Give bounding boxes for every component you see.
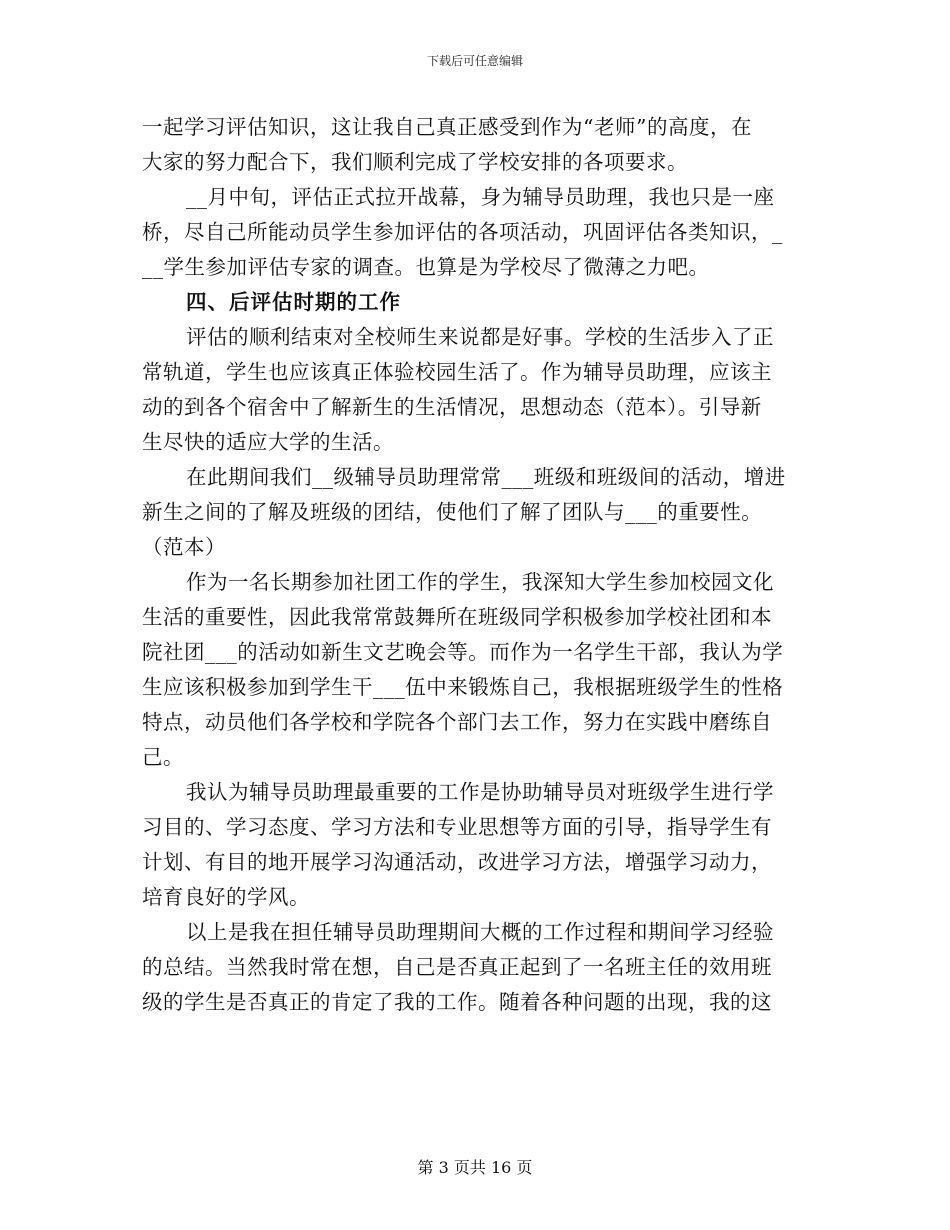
section-heading: 四、后评估时期的工作: [186, 290, 401, 314]
page-header: 下载后可任意编辑: [426, 54, 523, 68]
document-body: [142, 110, 808, 1020]
paragraph-line: 培育良好的学风。: [142, 885, 310, 909]
paragraph-line: 己。: [142, 745, 184, 769]
paragraph-line: 大家的努力配合下，我们顺利完成了学校安排的各项要求。: [142, 150, 688, 174]
paragraph-line: 桥，尽自己所能动员学生参加评估的各项活动，巩固评估各类知识，_: [142, 220, 783, 244]
paragraph-line: 生应该积极参加到学生干___伍中来锻炼自己，我根据班级学生的性格: [142, 675, 784, 699]
paragraph-line: 一起学习评估知识，这让我自己真正感受到作为“老师”的高度，在: [142, 115, 752, 139]
paragraph-line: 的总结。当然我时常在想，自己是否真正起到了一名班主任的效用班: [142, 955, 772, 979]
paragraph-line: 生尽快的适应大学的生活。: [142, 430, 394, 454]
paragraph-line: 院社团___的活动如新生文艺晚会等。而作为一名学生干部，我认为学: [142, 640, 784, 664]
paragraph-line: 新生之间的了解及班级的团结，使他们了解了团队与___的重要性。: [142, 500, 763, 524]
paragraph-line: 级的学生是否真正的肯定了我的工作。随着各种问题的出现，我的这: [142, 990, 772, 1014]
paragraph-line: 计划、有目的地开展学习沟通活动，改进学习方法，增强学习动力，: [142, 850, 772, 874]
paragraph-line: 评估的顺利结束对全校师生来说都是好事。学校的生活步入了正: [186, 325, 774, 349]
paragraph-line: 以上是我在担任辅导员助理期间大概的工作过程和期间学习经验: [186, 920, 774, 944]
paragraph-line: 特点，动员他们各学校和学院各个部门去工作，努力在实践中磨练自: [142, 710, 772, 734]
paragraph-line: （范本）: [142, 535, 226, 559]
paragraph-line: 动的到各个宿舍中了解新生的生活情况，思想动态（范本）。引导新: [142, 395, 762, 419]
paragraph-line: 习目的、学习态度、学习方法和专业思想等方面的引导，指导学生有: [142, 815, 772, 839]
paragraph-line: 在此期间我们__级辅导员助理常常___班级和班级间的活动，增进: [186, 465, 786, 489]
paragraph-line: 我认为辅导员助理最重要的工作是协助辅导员对班级学生进行学: [186, 780, 774, 804]
paragraph-line: 常轨道，学生也应该真正体验校园生活了。作为辅导员助理，应该主: [142, 360, 772, 384]
paragraph-line: 作为一名长期参加社团工作的学生，我深知大学生参加校园文化: [186, 570, 774, 594]
paragraph-line: __月中旬，评估正式拉开战幕，身为辅导员助理，我也只是一座: [186, 185, 775, 209]
page-footer: 第 3 页共 16 页: [417, 1158, 533, 1177]
paragraph-line: __学生参加评估专家的调查。也算是为学校尽了微薄之力吧。: [142, 255, 710, 279]
paragraph-line: 生活的重要性，因此我常常鼓舞所在班级同学积极参加学校社团和本: [142, 605, 772, 629]
